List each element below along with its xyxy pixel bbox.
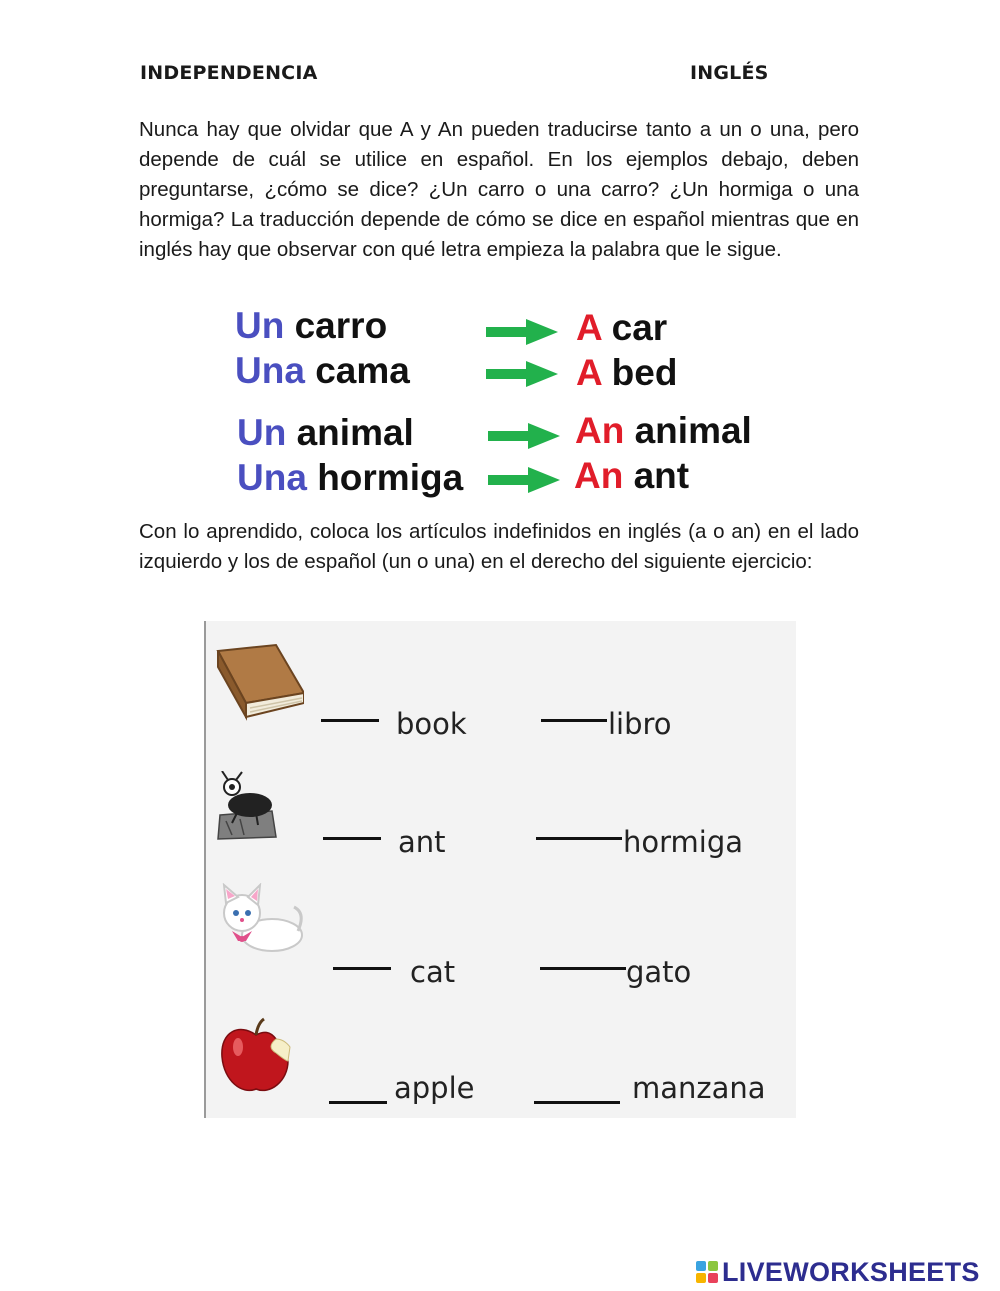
exercise-panel <box>204 621 796 1118</box>
en-noun: car <box>611 307 668 348</box>
exercise-row <box>206 1017 796 1117</box>
es-article: Una <box>237 457 307 498</box>
liveworksheets-logo-icon <box>696 1261 718 1283</box>
english-article-blank[interactable] <box>333 967 391 970</box>
spanish-article-blank[interactable] <box>540 967 626 970</box>
instruction-paragraph: Con lo aprendido, coloca los artículos indefinidos en inglés (a o an) en el lado izquierdo y los de español (un o una) en el derecho del siguiente ejercicio: <box>139 520 859 573</box>
es-noun: cama <box>315 350 410 391</box>
es-noun: carro <box>294 305 388 346</box>
english-article-blank[interactable] <box>321 719 379 722</box>
spanish-word: libro <box>608 707 672 741</box>
liveworksheets-brand <box>696 1257 980 1287</box>
arrow-right-icon <box>488 466 560 494</box>
subject-title: INDEPENDENCIA <box>140 62 318 84</box>
english-word: cat <box>410 955 456 989</box>
example-en <box>574 455 689 497</box>
exercise-row <box>206 767 796 867</box>
arrow-right-icon <box>488 422 560 450</box>
brand-name: LIVEWORKSHEETS <box>722 1256 980 1287</box>
example-en <box>575 410 752 452</box>
en-article: A <box>576 352 602 393</box>
spanish-word: hormiga <box>623 825 744 859</box>
exercise-row <box>206 641 796 741</box>
english-word: book <box>396 707 467 741</box>
es-noun: hormiga <box>317 457 464 498</box>
en-article: A <box>576 307 602 348</box>
example-es <box>237 412 414 454</box>
examples-table <box>0 0 1000 520</box>
ant-icon <box>214 771 284 841</box>
spanish-word: manzana <box>632 1071 766 1105</box>
example-es <box>235 305 387 347</box>
book-icon <box>214 641 304 721</box>
spanish-word: gato <box>626 955 692 989</box>
en-noun: bed <box>611 352 678 393</box>
arrow-right-icon <box>486 318 558 346</box>
example-en <box>576 307 667 349</box>
apple-icon <box>216 1017 296 1097</box>
example-es <box>237 457 463 499</box>
example-en <box>576 352 677 394</box>
es-article: Un <box>235 305 285 346</box>
example-es <box>235 350 410 392</box>
en-noun: ant <box>633 455 690 496</box>
en-article: An <box>574 455 624 496</box>
es-noun: animal <box>296 412 414 453</box>
intro-paragraph: Nunca hay que olvidar que A y An pueden traducirse tanto a un o una, pero depende de cuál se utilice en español. En los ejemplos debajo, deben preguntarse, ¿cómo se dice? ¿Un carro o una carro? ¿Un hormiga o una hormiga? La traducción depende de cómo se dice en español mientras que en inglés hay que observar con qué letra empieza la palabra que le sigue. <box>139 118 859 261</box>
es-article: Una <box>235 350 305 391</box>
spanish-article-blank[interactable] <box>541 719 607 722</box>
cat-icon <box>214 883 306 963</box>
en-noun: animal <box>634 410 752 451</box>
arrow-right-icon <box>486 360 558 388</box>
english-word: ant <box>398 825 446 859</box>
spanish-article-blank[interactable] <box>536 837 622 840</box>
english-article-blank[interactable] <box>323 837 381 840</box>
language-title: INGLÉS <box>690 62 769 84</box>
spanish-article-blank[interactable] <box>534 1101 620 1104</box>
english-article-blank[interactable] <box>329 1101 387 1104</box>
english-word: apple <box>394 1071 475 1105</box>
en-article: An <box>575 410 625 451</box>
exercise-row <box>206 883 796 989</box>
es-article: Un <box>237 412 287 453</box>
